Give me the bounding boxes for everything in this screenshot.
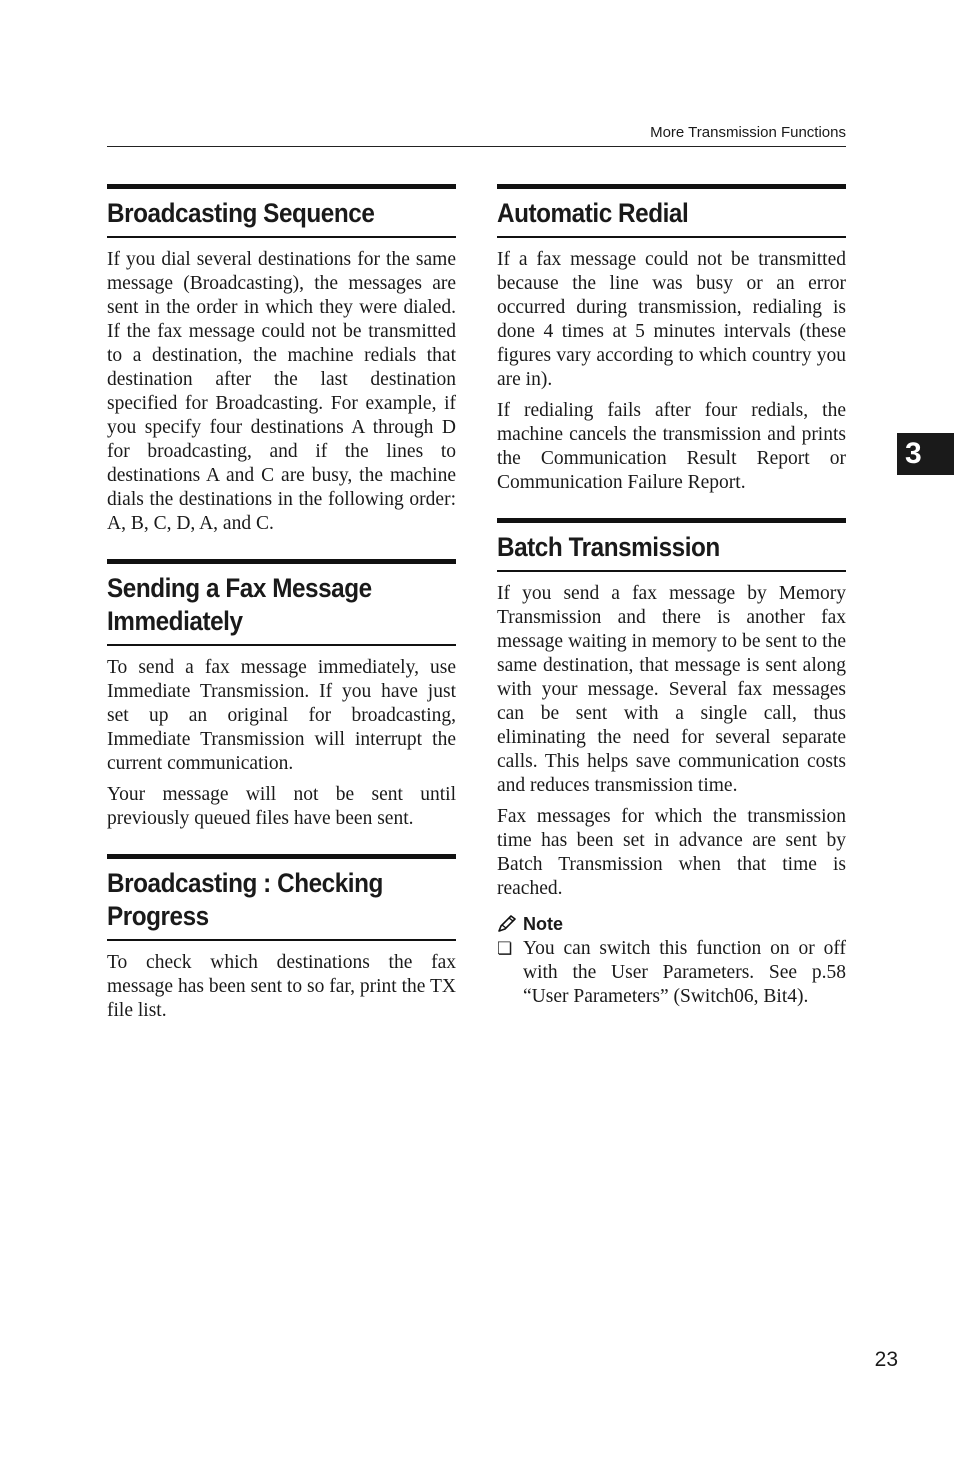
section-title: Broadcasting : Checking Progress (107, 868, 383, 931)
section-heading (497, 518, 846, 572)
section-title: Sending a Fax Message Immediately (107, 573, 372, 636)
body-paragraph: If you send a fax message by Memory Transmission and there is another fax message waiting in memory to be sent to the same destination, that message is sent along with your message. Several fax messages can be sent with a single call, thus eliminating the need for several separate calls. This helps save communication costs and reduces transmission time. (497, 583, 846, 796)
body-paragraph: If a fax message could not be transmitted because the line was busy or an error occurred during transmission, redialing is done 4 times at 5 minutes intervals (these figures vary according to which country you are in). (497, 249, 846, 390)
body-paragraph: If you dial several destinations for the same message (Broadcasting), the messages are sent in the order in which they were dialed. If the fax message could not be transmitted to a destination, the machine redials that destination after the last destination specified for Broadcasting. For example, if you specify four destinations A through D for broadcasting, and if the lines to destinations A and C are busy, the machine dials the destinations in the following order: A, B, C, D, A, and C. (107, 249, 456, 534)
running-header: More Transmission Functions (650, 124, 846, 141)
section-checking-progress (107, 854, 456, 1023)
section-sending-immediately (107, 559, 456, 831)
note-box (497, 913, 846, 1009)
right-column (497, 184, 846, 1032)
chapter-tab: 3 (897, 433, 954, 475)
header-rule (107, 146, 846, 147)
note-item (497, 937, 846, 1009)
body-paragraph: To check which destinations the fax message has been sent to so far, print the TX file list. (107, 952, 456, 1021)
left-column (107, 184, 456, 1046)
note-text: You can switch this function on or off with the User Parameters. See p.58 “User Parameters” (Switch06, Bit4). (523, 938, 846, 1007)
section-broadcasting-sequence (107, 184, 456, 536)
note-label: Note (523, 914, 563, 934)
body-paragraph: Your message will not be sent until previously queued files have been sent. (107, 784, 456, 829)
body-paragraph: If redialing fails after four redials, the machine cancels the transmission and prints the Communication Result Report or Communication Failure Report. (497, 400, 846, 493)
pencil-icon (497, 915, 519, 933)
section-title: Batch Transmission (497, 532, 720, 562)
checkbox-bullet-icon: ❏ (497, 939, 513, 959)
body-paragraph: To send a fax message immediately, use Immediate Transmission. If you have just set up an original for broadcasting, Immediate Transmission will interrupt the current communication. (107, 657, 456, 774)
section-heading (107, 184, 456, 238)
section-heading (107, 559, 456, 646)
body-paragraph: Fax messages for which the transmission time has been set in advance are sent by Batch Transmission when that time is reached. (497, 806, 846, 899)
section-heading (497, 184, 846, 238)
section-heading (107, 854, 456, 941)
page-number: 23 (874, 1348, 898, 1371)
section-title: Broadcasting Sequence (107, 198, 375, 228)
section-automatic-redial (497, 184, 846, 495)
section-batch-transmission (497, 518, 846, 1009)
section-title: Automatic Redial (497, 198, 689, 228)
note-heading (497, 913, 846, 935)
